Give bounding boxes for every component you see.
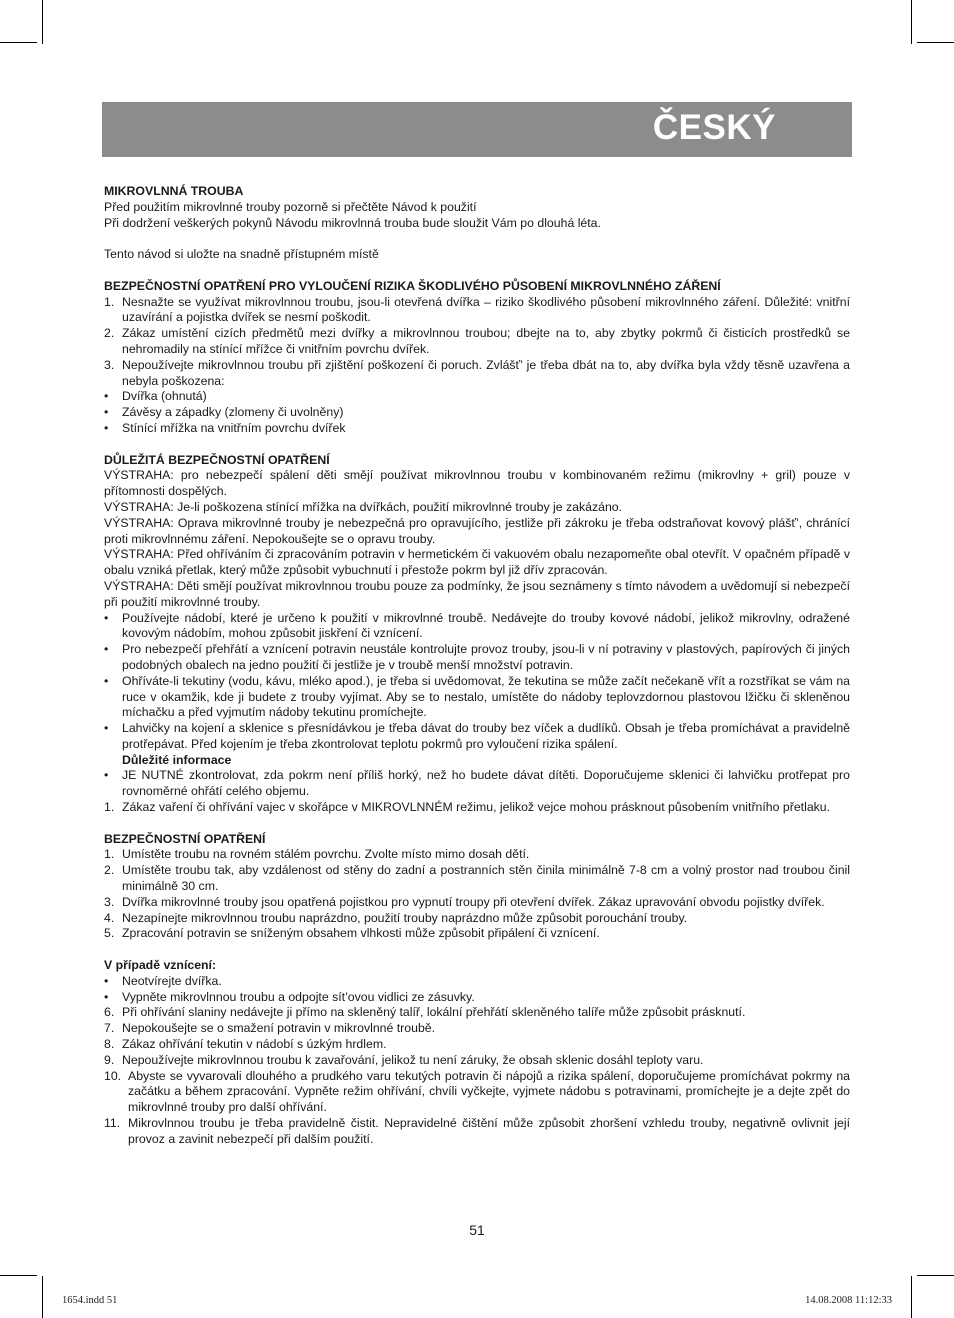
warning-paragraph: VÝSTRAHA: pro nebezpečí spálení děti smějí používat mikrovlnnou troubu v kombinovaném režimu (mikrovlny + gril) pouze v přítomnosti dospělých. bbox=[104, 468, 850, 499]
list-item bbox=[104, 405, 850, 421]
crop-mark bbox=[917, 1275, 954, 1276]
list-item-text: Neotvírejte dvířka. bbox=[122, 973, 222, 988]
list-marker: 8. bbox=[104, 1037, 115, 1052]
list-item-text: Stínící mřížka na vnitřním povrchu dvířek bbox=[122, 420, 346, 435]
list-item bbox=[104, 990, 850, 1006]
list-marker: 3. bbox=[104, 357, 115, 372]
language-banner bbox=[102, 102, 852, 157]
list-item-text: Nesnažte se využívat mikrovlnnou troubu, jsou-li otevřená dvířka – riziko škodlivého působení mikrovlnného záření. Důležité: vnitřní uzavírání a pojistka dvířek se nesmí poškodit. bbox=[122, 294, 850, 325]
list-item bbox=[104, 895, 850, 911]
warning-paragraph: VÝSTRAHA: Před ohříváním či zpracováním potravin v hermetickém či vakuovém obalu nezapomeňte obal otevřít. V opačném případě v obalu vzniká přetlak, který může způsobit vybuchnutí i přestože pokrm byl již dřív zpracován. bbox=[104, 547, 850, 578]
list-item bbox=[104, 295, 850, 327]
crop-mark bbox=[42, 0, 43, 44]
list-item bbox=[104, 611, 850, 643]
list-item-text: Zákaz ohřívání tekutin v nádobí s úzkým hrdlem. bbox=[122, 1037, 387, 1052]
list-item bbox=[104, 911, 850, 927]
list-item bbox=[104, 326, 850, 358]
list-marker: • bbox=[104, 389, 109, 404]
section-heading: DŮLEŽITÁ BEZPEČNOSTNÍ OPATŘENÍ bbox=[104, 452, 330, 467]
list-item bbox=[104, 674, 850, 721]
list-item-text: JE NUTNÉ zkontrolovat, zda pokrm není příliš horký, než ho budete dávat dítěti. Doporučujeme sklenici či lahvičku protřepat pro rovnoměrné ohřátí celého objemu. bbox=[122, 768, 850, 799]
section-heading: V případě vznícení: bbox=[104, 958, 217, 973]
list-marker: 3. bbox=[104, 894, 115, 909]
footer-timestamp: 14.08.2008 11:12:33 bbox=[805, 1295, 892, 1306]
list-item-text: Pro nebezpečí přehřátí a vznícení potravin neustále kontrolujte provoz trouby, jsou-li v ní potraviny v plastových, papírových či jiných podobných obalech na jedno použití či jestliže je v troubě menší množství potravin. bbox=[122, 642, 850, 672]
list-marker: 4. bbox=[104, 910, 115, 925]
list-item bbox=[104, 358, 850, 390]
list-marker: • bbox=[104, 405, 109, 420]
list-marker: • bbox=[104, 610, 109, 625]
list-marker: 9. bbox=[104, 1052, 115, 1067]
list-marker: • bbox=[104, 973, 109, 988]
paragraph: Před použitím mikrovlnné trouby pozorně si přečtěte Návod k použití bbox=[104, 199, 477, 214]
list-item-text: Lahvičky na kojení a sklenice s přesnídávkou je třeba dávat do trouby bez víček a dudlíků. Obsah je třeba promíchávat a pravidelně protřepávat. Před kojením je třeba zkontrolovat teplotu pokrmů pro vyloučení rizika spálení. bbox=[122, 721, 850, 751]
list-item bbox=[104, 863, 850, 895]
list-item bbox=[104, 847, 850, 863]
list-item bbox=[104, 926, 850, 942]
list-item-text: Nepokoušejte se o smažení potravin v mikrovlnné troubě. bbox=[122, 1021, 436, 1036]
list-item-text: Používejte nádobí, které je určeno k použití v mikrovlnné troubě. Nedávejte do trouby kovové nádobí, jelikož mikrovlny, odražené kovovým nádobím, mohou způsobit jiskření či vznícení. bbox=[122, 610, 850, 641]
important-list bbox=[104, 611, 850, 753]
list-item-text: Umístěte troubu tak, aby vzdálenost od stěny do zadní a postranních stěn činila minimálně 7-8 cm a volný prostor nad troubou činil minimálně 30 cm. bbox=[122, 863, 850, 894]
list-item bbox=[104, 1021, 850, 1037]
warning-paragraph: VÝSTRAHA: Oprava mikrovlnné trouby je nebezpečná pro opravujícího, jestliže při zákroku je třeba odstraňovat kovový plášť’, chránící proti mikrovlnnému záření. Nepokoušejte se o opravu trouby. bbox=[104, 515, 850, 546]
list-item-text: Dvířka (ohnutá) bbox=[122, 389, 207, 404]
list-item-text: Zpracování potravin se sníženým obsahem vlhkosti může způsobit připálení či vznícení. bbox=[122, 926, 600, 941]
list-item bbox=[104, 974, 850, 990]
list-marker: 5. bbox=[104, 926, 115, 941]
list-marker: 7. bbox=[104, 1021, 115, 1036]
list-marker: 1. bbox=[104, 800, 115, 815]
list-item-text: Dvířka mikrovlnné trouby jsou opatřená pojistkou pro vypnutí troupy při otevření dvířek. Zákaz upravování obvodu pojistky dvířek. bbox=[122, 894, 825, 909]
footer-file: 1654.indd 51 bbox=[62, 1295, 118, 1306]
page-title: ČESKÝ bbox=[652, 108, 776, 147]
warning-paragraph: VÝSTRAHA: Děti smějí používat mikrovlnnou troubu pouze za podmínky, že jsou seznámeny s tímto návodem a uvědomují si nebezpečí při použití mikrovlnné trouby. bbox=[104, 578, 850, 609]
list-item bbox=[104, 1069, 850, 1116]
section-heading: MIKROVLNNÁ TROUBA bbox=[104, 184, 244, 198]
list-item bbox=[104, 800, 850, 816]
list-item bbox=[104, 1037, 850, 1053]
crop-mark bbox=[0, 1275, 37, 1276]
list-marker: • bbox=[104, 989, 109, 1004]
list-marker: • bbox=[104, 673, 109, 688]
section-heading: BEZPEČNOSTNÍ OPATŘENÍ PRO VYLOUČENÍ RIZIKA ŠKODLIVÉHO PŮSOBENÍ MIKROVLNNÉHO ZÁŘENÍ bbox=[104, 278, 721, 293]
warnings-list bbox=[104, 468, 850, 610]
list-item-text: Zákaz umístění cizích předmětů mezi dvířky a mikrovlnnou troubou; dbejte na to, aby zbytky pokrmů či čisticích prostředků se nehromadily na stínící mřížce či vnitřním povrchu dvířek. bbox=[122, 326, 850, 356]
list-item-text: Nepoužívejte mikrovlnnou troubu k zavařování, jelikož tu není záruky, že obsah sklenic dosáhl teploty varu. bbox=[122, 1052, 704, 1067]
list-item-text: Abyste se vyvarovali dlouhého a prudkého varu tekutých potravin či nápojů a rizika spálení, doporučujeme promíchávat pokrmy na začátku a během zpracování. Vypněte režim ohřívání, chvíli vyčkejte, vyjmete nádobu s potravinami, promíchejte je a dejte zpět do mikrovlnné trouby pro další ohřívání. bbox=[128, 1068, 850, 1115]
list-marker: 2. bbox=[104, 863, 115, 878]
crop-mark bbox=[42, 1276, 43, 1318]
list-marker: 1. bbox=[104, 294, 115, 309]
list-marker: 10. bbox=[104, 1068, 122, 1083]
important-list-2 bbox=[104, 768, 850, 815]
list-item bbox=[104, 721, 850, 753]
list-marker: 1. bbox=[104, 847, 115, 862]
list-item-text: Zákaz vaření či ohřívání vajec v skořápce v MIKROVLNNÉM režimu, jelikož vejce mohou prásknout působením vnitřního přetlaku. bbox=[122, 800, 831, 815]
list-item-text: Nezapínejte mikrovlnnou troubu naprázdno, použití trouby naprázdno může způsobit porouchání trouby. bbox=[122, 910, 688, 925]
crop-mark bbox=[0, 42, 37, 43]
list-item bbox=[104, 768, 850, 800]
warning-paragraph: VÝSTRAHA: Je-li poškozena stínící mřížka na dvířkách, použití mikrovlnné trouby je zakázáno. bbox=[104, 499, 623, 514]
safety-list bbox=[104, 847, 850, 942]
list-item bbox=[104, 1005, 850, 1021]
list-marker: 6. bbox=[104, 1005, 115, 1020]
list-item-text: Nepoužívejte mikrovlnnou troubu při zjištění poškození či poruch. Zvlášť’ je třeba dbát na to, aby dvířka byla vždy těsně uzavřena a nebyla poškozena: bbox=[122, 357, 850, 388]
list-marker: • bbox=[104, 642, 109, 657]
list-marker: • bbox=[104, 721, 109, 736]
page-number: 51 bbox=[469, 1222, 485, 1238]
crop-mark bbox=[911, 1276, 912, 1318]
paragraph: Tento návod si uložte na snadně přístupném místě bbox=[104, 247, 379, 262]
list-item bbox=[104, 421, 850, 437]
list-item-text: Vypněte mikrovlnnou troubu a odpojte sít’ovou vidlici ze zásuvky. bbox=[122, 989, 475, 1004]
document-body bbox=[104, 184, 850, 1148]
list-item-text: Mikrovlnnou troubu je třeba pravidelně čistit. Nepravidelné čištění může způsobit zhoršení vzhledu trouby, negativně ovlivnit její provoz a zavinit nebezpečí při dalším použití. bbox=[128, 1116, 850, 1146]
list-marker: • bbox=[104, 768, 109, 783]
crop-mark bbox=[917, 42, 954, 43]
paragraph: Při dodržení veškerých pokynů Návodu mikrovlnná trouba bude sloužit Vám po dlouhá léta. bbox=[104, 215, 601, 230]
list-item-text: Závěsy a západky (zlomeny či uvolněny) bbox=[122, 405, 344, 420]
list-marker: 2. bbox=[104, 326, 115, 341]
radiation-list bbox=[104, 295, 850, 437]
list-item bbox=[104, 642, 850, 674]
list-marker: 11. bbox=[104, 1116, 121, 1131]
list-item bbox=[104, 1116, 850, 1148]
crop-mark bbox=[911, 0, 912, 44]
list-item-text: Při ohřívání slaniny nedávejte ji přímo na skleněný talíř, lokální přehřátí skleněného talíře může způsobit prásknutí. bbox=[122, 1005, 746, 1020]
fire-list bbox=[104, 974, 850, 1148]
list-item bbox=[104, 389, 850, 405]
list-item-text: Ohříváte-li tekutiny (vodu, kávu, mléko apod.), je třeba si uvědomovat, že tekutina se může začít nečekaně vřít a rozstříkat se vám na ruce v okamžik, kde ji budete z trouby vyjímat. Aby se to nestalo, umístěte do nádoby teplovzdornou plastovou lžičku či skleněnou míchačku a před vyjmutím nádoby tekutinu promíchejte. bbox=[122, 673, 850, 720]
subheading: Důležité informace bbox=[122, 752, 232, 767]
list-item bbox=[104, 1053, 850, 1069]
list-marker: • bbox=[104, 420, 109, 435]
list-item-text: Umístěte troubu na rovném stálém povrchu. Zvolte místo mimo dosah dětí. bbox=[122, 847, 530, 862]
section-heading: BEZPEČNOSTNÍ OPATŘENÍ bbox=[104, 831, 266, 846]
